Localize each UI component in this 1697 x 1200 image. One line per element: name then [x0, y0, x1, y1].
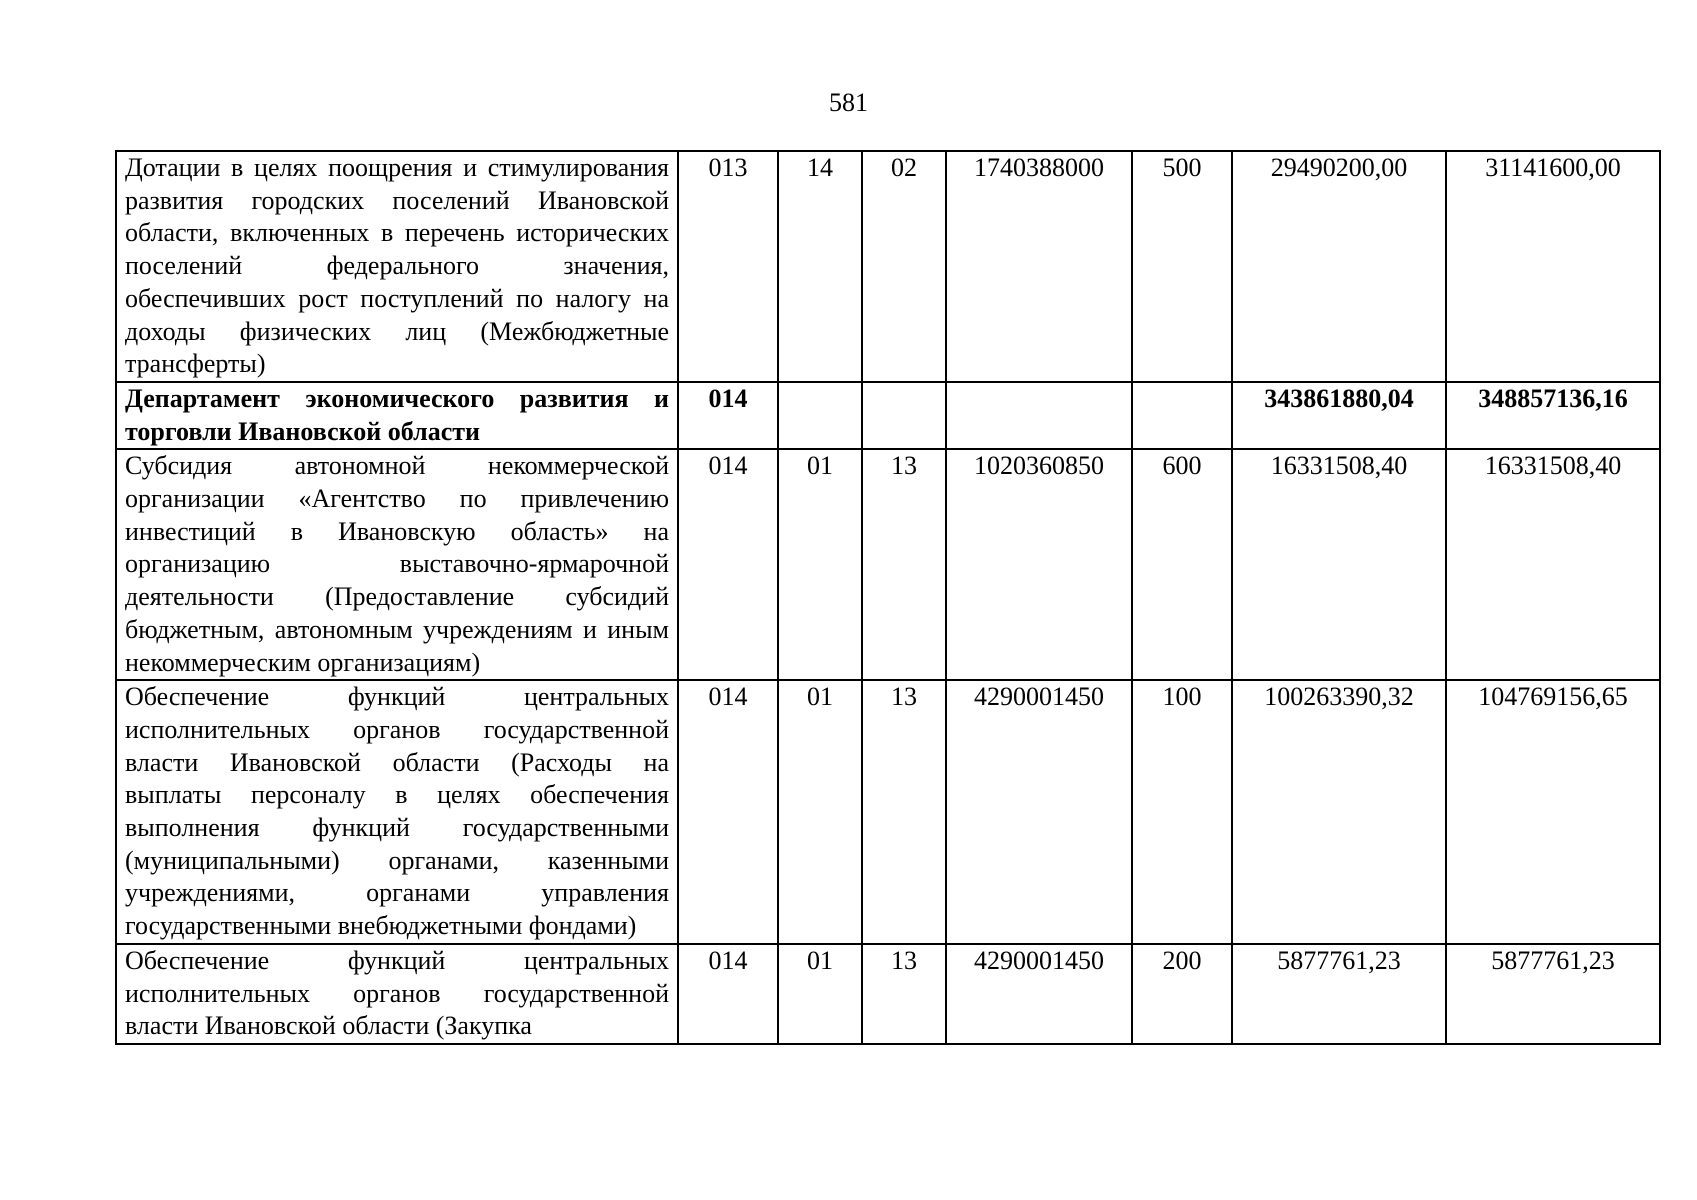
- subsection-code: [862, 382, 946, 449]
- target-code: 4290001450: [946, 680, 1132, 944]
- expense-name: Дотации в целях поощрения и стимулирования развития городских поселений Ивановской области, включенных в перечень исторических поселений федерального значения, обеспечивших рост поступлений по налогу на доходы физических лиц (Межбюджетные трансферты): [116, 151, 678, 382]
- page-number: 581: [829, 88, 868, 117]
- target-code: 1020360850: [946, 449, 1132, 680]
- section-code: 01: [778, 944, 862, 1044]
- target-code: [946, 382, 1132, 449]
- expense-type-code: 100: [1132, 680, 1232, 944]
- section-code: 01: [778, 680, 862, 944]
- expense-type-code: 600: [1132, 449, 1232, 680]
- amount-year-1: 29490200,00: [1232, 151, 1446, 382]
- table-row-department: [116, 382, 1660, 449]
- amount-year-2: 5877761,23: [1446, 944, 1660, 1044]
- budget-table: [115, 150, 1661, 1045]
- admin-code: 014: [678, 944, 778, 1044]
- expense-type-code: [1132, 382, 1232, 449]
- subsection-code: 13: [862, 944, 946, 1044]
- amount-year-2: 104769156,65: [1446, 680, 1660, 944]
- table-row: [116, 151, 1660, 382]
- amount-year-2: 16331508,40: [1446, 449, 1660, 680]
- expense-type-code: 500: [1132, 151, 1232, 382]
- amount-year-1: 16331508,40: [1232, 449, 1446, 680]
- amount-year-2: 31141600,00: [1446, 151, 1660, 382]
- amount-year-2: 348857136,16: [1446, 382, 1660, 449]
- subsection-code: 13: [862, 449, 946, 680]
- expense-type-code: 200: [1132, 944, 1232, 1044]
- subsection-code: 13: [862, 680, 946, 944]
- section-code: 01: [778, 449, 862, 680]
- expense-name: Обеспечение функций центральных исполнительных органов государственной власти Ивановской области (Расходы на выплаты персоналу в целях обеспечения выполнения функций государственными (муниципальными) органами, казенными учреждениями, органами управления государственными внебюджетными фондами): [116, 680, 678, 944]
- section-code: [778, 382, 862, 449]
- target-code: 1740388000: [946, 151, 1132, 382]
- department-name: Департамент экономического развития и торговли Ивановской области: [116, 382, 678, 449]
- target-code: 4290001450: [946, 944, 1132, 1044]
- amount-year-1: 100263390,32: [1232, 680, 1446, 944]
- amount-year-1: 343861880,04: [1232, 382, 1446, 449]
- expense-name: Обеспечение функций центральных исполнительных органов государственной власти Ивановской области (Закупка: [116, 944, 678, 1044]
- expense-name: Субсидия автономной некоммерческой организации «Агентство по привлечению инвестиций в Ивановскую область» на организацию выставочно-ярмарочной деятельности (Предоставление субсидий бюджетным, автономным учреждениям и иным некоммерческим организациям): [116, 449, 678, 680]
- table-row: [116, 944, 1660, 1044]
- amount-year-1: 5877761,23: [1232, 944, 1446, 1044]
- section-code: 14: [778, 151, 862, 382]
- admin-code: 014: [678, 680, 778, 944]
- admin-code: 013: [678, 151, 778, 382]
- table-row: [116, 449, 1660, 680]
- table-row: [116, 680, 1660, 944]
- subsection-code: 02: [862, 151, 946, 382]
- admin-code: 014: [678, 382, 778, 449]
- admin-code: 014: [678, 449, 778, 680]
